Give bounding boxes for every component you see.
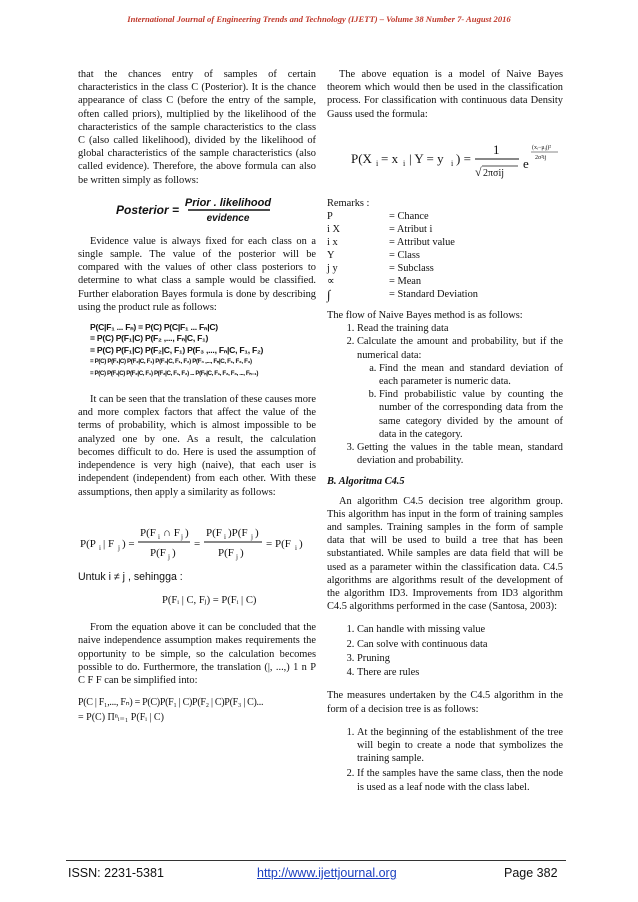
svg-text:i: i [403, 158, 406, 168]
svg-text:i: i [158, 532, 160, 541]
flow-substep: a. Find the mean and standard deviation of each parameter is numeric data. [379, 362, 563, 388]
svg-text:2σ²ij: 2σ²ij [535, 154, 547, 161]
simplified-line: = P(C) Πⁿᵢ₌₁ P(Fᵢ | C) [78, 712, 164, 724]
flow-sublist [357, 362, 563, 441]
svg-text:i: i [376, 158, 379, 168]
svg-text:) =: ) = [456, 150, 471, 166]
svg-text:P(F: P(F [218, 546, 234, 559]
svg-text:P(P: P(P [80, 537, 96, 550]
svg-text:√: √ [475, 164, 482, 179]
svg-text:| F: | F [103, 537, 115, 550]
simplified-line: P(C | F₁,..., Fₙ) = P(C)P(F₁ | C)P(F₂ | C)P(F₃ | C)... [78, 697, 264, 709]
paragraph: The measures undertaken by the C4.5 algorithm in the form of a decision tree is as follows: [327, 690, 563, 715]
svg-text:i: i [99, 543, 101, 552]
svg-text:= P(F: = P(F [266, 537, 291, 550]
gauss-equation [351, 135, 563, 183]
section-heading: B. Algoritma C4.5 [327, 476, 405, 488]
remark-row: Y = Class [327, 250, 420, 262]
paragraph: that the chances entry of samples of certain characteristics in the class C (Posterior). It is the chance appearance of class C (before the entry of the sample, often called priors), multiplied by the likelihood of the characteristics of the sample characteristics to the class C (also called likelihood), divided by the likelihood of global characteristics of the sample characteristics (also called evidence). Therefore, the above formula can also be written simply as follows: [78, 69, 316, 186]
improvement-item: 2. Can solve with continuous data [357, 638, 563, 651]
flow-substep: b. Find probabilistic value by counting the number of the corresponding data from the same category divided by the amount of data in the category. [379, 388, 563, 441]
remark-row: j y = Subclass [327, 263, 434, 275]
svg-text:j: j [236, 552, 238, 561]
journal-link[interactable]: http://www.ijettjournal.org [257, 866, 397, 880]
page-number: Page 382 [504, 866, 558, 880]
c45-step: 2. If the samples have the same class, then the node is used as a leaf node with the class label. [357, 767, 563, 793]
improvement-item: 1. Can handle with missing value [357, 623, 563, 636]
flow-step: 3. Getting the values in the table mean, standard deviation and probability. [357, 441, 563, 467]
svg-text:)P(F: )P(F [228, 526, 248, 539]
journal-header: International Journal of Engineering Trends and Technology (IJETT) – Volume 38 Number 7- August 2016 [127, 14, 511, 24]
posterior-equation [78, 195, 316, 225]
svg-text:j: j [251, 532, 253, 541]
posterior-denominator: evidence [206, 212, 250, 224]
svg-text:| Y = y: | Y = y [409, 150, 444, 166]
svg-text:∩ F: ∩ F [163, 526, 180, 539]
svg-text:): ) [172, 546, 176, 559]
remarks-title: Remarks : [327, 197, 370, 209]
conditional-equation: P(Fᵢ | C, Fⱼ) = P(Fᵢ | C) [162, 594, 257, 606]
improvement-item: 4. There are rules [357, 666, 563, 679]
simplified-equation [78, 695, 316, 725]
svg-text:): ) [240, 546, 244, 559]
untuk-line: Untuk i ≠ j , sehingga : [78, 570, 183, 583]
svg-text:) =: ) = [122, 537, 135, 550]
svg-text:P(X: P(X [351, 150, 372, 166]
chain-line: = P(C) P(F₁|C) P(F₂|C, F₁) P(F₃ ,..., Fₙ|C, F₁, F₂) [90, 344, 264, 355]
svg-text:i: i [451, 158, 454, 168]
c45-steps-list [327, 726, 563, 794]
posterior-numerator: Prior . likelihood [184, 196, 272, 209]
flow-step: 1. Read the training data [357, 322, 563, 335]
svg-text:i: i [295, 543, 297, 552]
remark-row: ∝ = Mean [327, 276, 422, 288]
remark-row: ∫ = Standard Deviation [327, 287, 478, 303]
left-column [78, 68, 316, 735]
right-column [327, 68, 563, 802]
svg-text:P(F: P(F [140, 526, 156, 539]
svg-text:i: i [224, 532, 226, 541]
paragraph: From the equation above it can be concluded that the naive independence assumption makes requirements the opportunity to be simple, so the calculation becomes possible to do. Furthermore, the translation (|, ...,) 1 n P C F F can be simplified into: [78, 622, 316, 686]
chain-line: P(C|F₁ ... Fₙ) = P(C) P(C|F₁ ... Fₙ|C) [90, 322, 218, 333]
svg-text:2πσij: 2πσij [483, 167, 504, 179]
svg-text:= x: = x [381, 150, 399, 166]
chain-line: = P(C) P(F₁|C) P(F₂ ,..., Fₙ|C, F₁) [90, 333, 209, 344]
remark-row: i x = Attribut value [327, 237, 455, 249]
improvement-item: 3. Pruning [357, 652, 563, 665]
flow-list [327, 322, 563, 467]
chain-line: = P(C) P(F₁|C) P(F₂|C, F₁) P(F₃|C, F₁, F₂) ... P(Fₙ|C, F₁, F₂, F₃, ..., Fₙ₋₁) [90, 369, 258, 377]
svg-text:P(F: P(F [206, 526, 222, 539]
remark-row: i X = Atribut i [327, 224, 433, 236]
svg-text:): ) [185, 526, 189, 539]
independence-equation [78, 523, 316, 563]
svg-text:j: j [118, 543, 120, 552]
svg-text:P(F: P(F [150, 546, 166, 559]
flow-intro: The flow of Naive Bayes method is as follows: [327, 310, 523, 322]
improvements-list [327, 623, 563, 679]
svg-text:=: = [194, 537, 201, 550]
svg-text:j: j [168, 552, 170, 561]
paragraph: The above equation is a model of Naive Bayes theorem which would then be used in the classification process. For classification with continuous data Density Gauss used the formula: [327, 69, 563, 120]
paragraph: It can be seen that the translation of these causes more and more complex factors that affect the value of the terms of probability, which is almost impossible to be analyzed one by one. As a result, the calculation becomes difficult to do. Here is used the assumption of independence is very high (naive), that each user is independent (independent) from each other. With these assumptions, then apply a similarity as follows: [78, 394, 316, 498]
svg-text:1: 1 [493, 141, 500, 157]
svg-text:e: e [523, 155, 529, 171]
paragraph: An algorithm C4.5 decision tree algorithm group. This algorithm has input in the form of training samples and samples. Training samples in the form of sample data that will be used to build a tree that has been substantiated. While samples are data field that will be used as a parameter within the classification data. C4.5 algorithms are algorithms result of the development of the algorithm ID3. Improvements from ID3 algorithm C4.5 algorithms performed in the case (Santosa, 2003): [327, 495, 563, 613]
paragraph: Evidence value is always fixed for each class on a single sample. The value of the posterior will be compared with the values of other class posteriors to determine to what class a sample would be classified. Further elaboration Bayes formula is done by describing using the product rule as follows: [78, 235, 316, 313]
footer-rule [66, 860, 566, 861]
product-rule-chain [90, 322, 316, 379]
svg-text:j: j [181, 532, 183, 541]
c45-step: 1. At the beginning of the establishment of the tree will begin to create a node that symbolizes the training sample. [357, 726, 563, 766]
posterior-lhs: Posterior = [116, 202, 180, 217]
remarks-table [327, 210, 478, 301]
flow-step: 2. Calculate the amount and probability, but if the numerical data: a. Find the mean and standard deviation of each parameter is numeric data. b. Find probabilistic value by counting the number of the corresponding data from the same category divided by the amount of data in the category. [357, 335, 563, 441]
svg-text:): ) [299, 537, 303, 550]
remark-row: P = Chance [327, 211, 429, 223]
svg-text:): ) [255, 526, 259, 539]
issn-label: ISSN: 2231-5381 [68, 866, 164, 880]
svg-text:(xᵢ−μᵢj)²: (xᵢ−μᵢj)² [532, 144, 552, 151]
chain-line: = P(C) P(F₁|C) P(F₂|C, F₁) P(F₃|C, F₁, F₂) P(F₄ ,..., Fₙ|C, F₁, F₂, F₃) [90, 358, 252, 366]
